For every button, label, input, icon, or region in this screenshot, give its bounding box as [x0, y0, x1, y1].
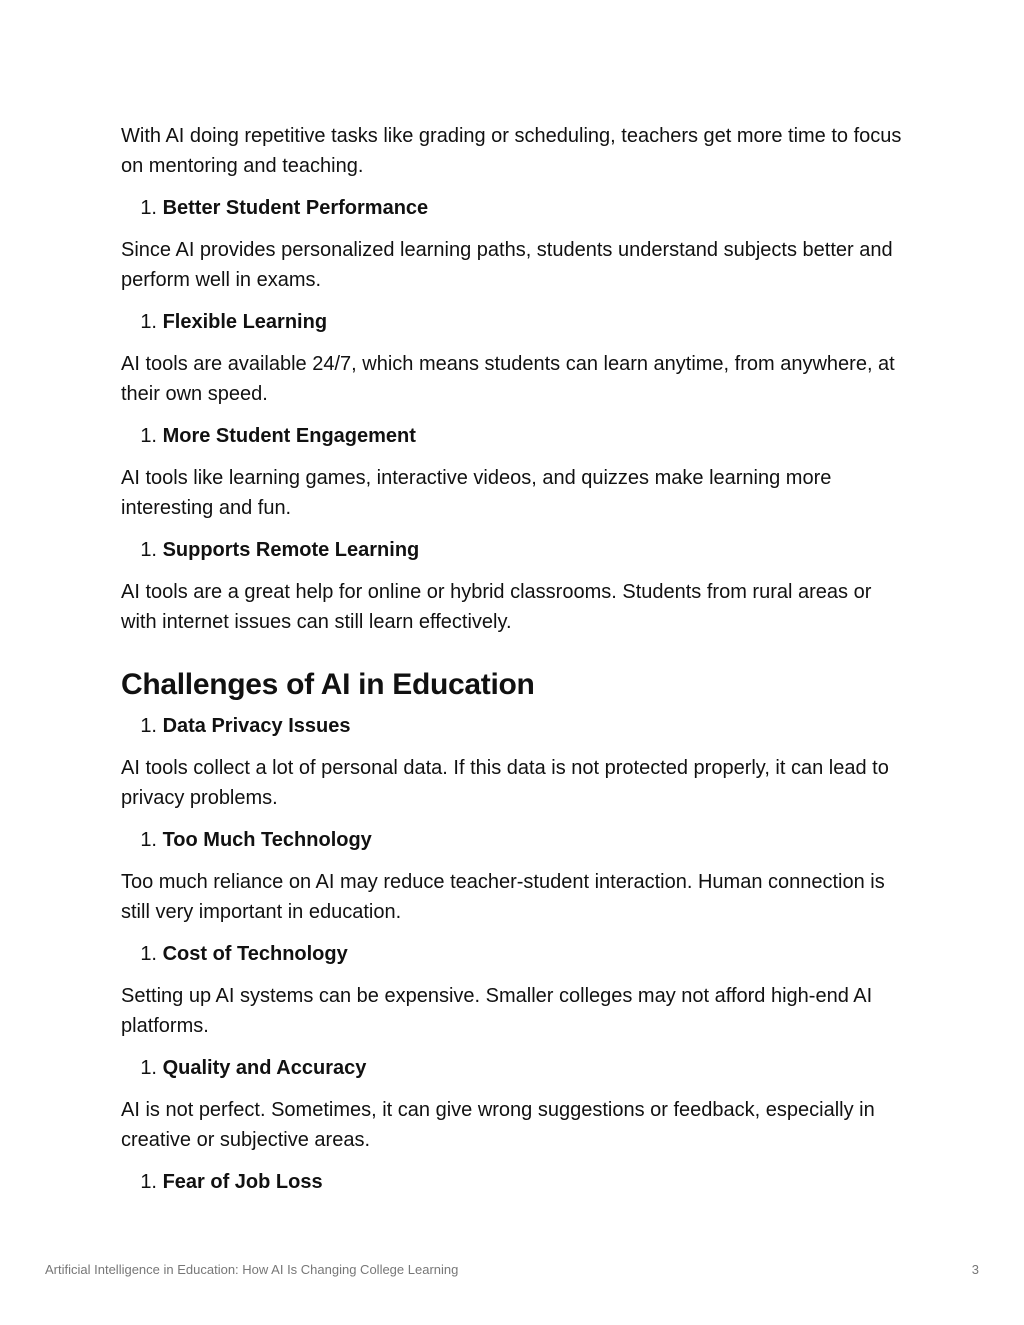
document-body: [121, 121, 906, 1209]
list-item-title: Supports Remote Learning: [162, 539, 420, 561]
paragraph: AI is not perfect. Sometimes, it can give wrong suggestions or feedback, especially in creative or subjective areas.: [121, 1099, 875, 1151]
list-number: 1.: [140, 311, 157, 333]
list-item: [121, 535, 906, 565]
paragraph: Setting up AI systems can be expensive. Smaller colleges may not afford high-end AI platforms.: [121, 985, 873, 1037]
section-heading: Challenges of AI in Education: [121, 668, 535, 701]
list-item-title: Cost of Technology: [162, 943, 348, 965]
list-item: [121, 1167, 906, 1197]
list-item-title: Flexible Learning: [162, 311, 328, 333]
paragraph: AI tools like learning games, interactive videos, and quizzes make learning more interesting and fun.: [121, 467, 832, 519]
paragraph: AI tools are available 24/7, which means students can learn anytime, from anywhere, at their own speed.: [121, 353, 895, 405]
list-item: [121, 307, 906, 337]
list-item-title: More Student Engagement: [162, 425, 416, 447]
list-number: 1.: [140, 829, 157, 851]
list-item: [121, 1053, 906, 1083]
list-item: [121, 193, 906, 223]
list-number: 1.: [140, 197, 157, 219]
paragraph: With AI doing repetitive tasks like grading or scheduling, teachers get more time to focus on mentoring and teaching.: [121, 125, 902, 177]
paragraph: AI tools are a great help for online or hybrid classrooms. Students from rural areas or with internet issues can still learn effectively.: [121, 581, 872, 633]
list-number: 1.: [140, 715, 157, 737]
list-item: [121, 711, 906, 741]
paragraph: AI tools collect a lot of personal data. If this data is not protected properly, it can lead to privacy problems.: [121, 757, 889, 809]
list-number: 1.: [140, 1057, 157, 1079]
list-item-title: Better Student Performance: [162, 197, 429, 219]
list-item: [121, 825, 906, 855]
list-number: 1.: [140, 425, 157, 447]
list-number: 1.: [140, 539, 157, 561]
list-item-title: Too Much Technology: [162, 829, 372, 851]
list-item-title: Quality and Accuracy: [162, 1057, 367, 1079]
paragraph: Since AI provides personalized learning paths, students understand subjects better and perform well in exams.: [121, 239, 893, 291]
list-item: [121, 421, 906, 451]
list-item-title: Data Privacy Issues: [162, 715, 351, 737]
list-item: [121, 939, 906, 969]
list-number: 1.: [140, 1171, 157, 1193]
list-number: 1.: [140, 943, 157, 965]
footer-page-number: 3: [971, 1262, 979, 1277]
list-item-title: Fear of Job Loss: [162, 1171, 323, 1193]
paragraph: Too much reliance on AI may reduce teacher-student interaction. Human connection is still very important in education.: [121, 871, 885, 923]
footer-document-title: Artificial Intelligence in Education: How AI Is Changing College Learning: [45, 1262, 459, 1277]
